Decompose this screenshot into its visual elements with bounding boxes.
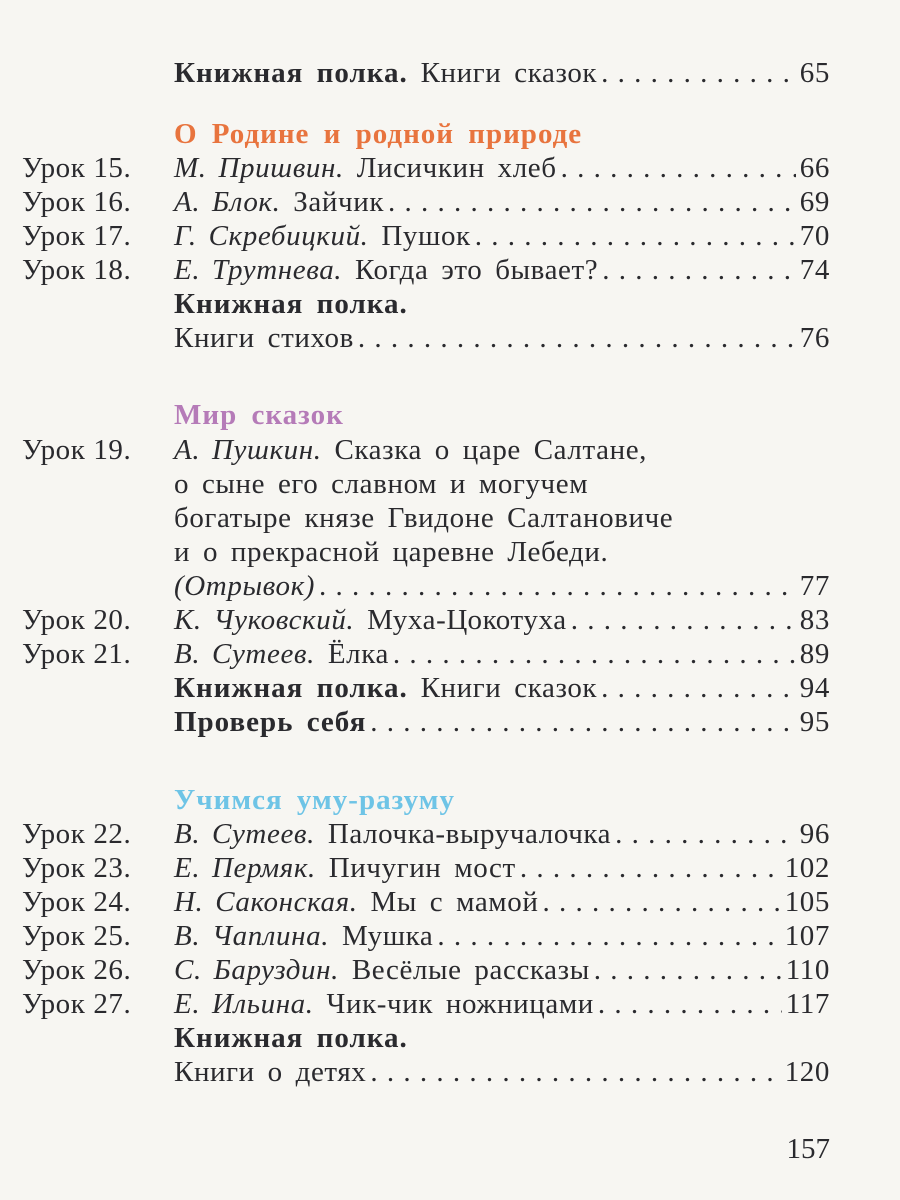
entry-page: 107 [784, 920, 830, 952]
entry-title: Пичугин мост [328, 852, 516, 884]
lesson-number: Урок 20. [22, 604, 132, 636]
entry-title: Ёлка [327, 638, 389, 670]
entry-page: 65 [799, 57, 830, 89]
leader-dots [571, 603, 796, 637]
entry-author: С. Баруздин. [174, 954, 339, 986]
toc-entry-top-shelf [22, 56, 830, 90]
entry-title: Книги сказок [420, 57, 598, 89]
entry-title-line: (Отрывок) [174, 570, 316, 602]
entry-page: 96 [799, 818, 830, 850]
toc-entry-continuation [22, 467, 830, 501]
leader-dots [602, 253, 796, 287]
entry-title-line: Сказка о царе Салтане, [334, 434, 648, 466]
entry-page: 110 [785, 954, 830, 986]
entry-title: Лисичкин хлеб [356, 152, 557, 184]
entry-page: 102 [784, 852, 830, 884]
toc-entry [22, 637, 830, 671]
leader-dots [358, 321, 796, 355]
shelf-label: Книжная полка. [174, 1022, 408, 1054]
leader-dots [475, 219, 796, 253]
entry-page: 69 [799, 186, 830, 218]
shelf-label: Книжная полка. [174, 57, 408, 89]
toc-entry-check [22, 705, 830, 739]
entry-title: Муха-Цокотуха [367, 604, 567, 636]
leader-dots [319, 569, 796, 603]
toc-entry-multiline [22, 433, 830, 467]
lesson-number: Урок 21. [22, 638, 132, 670]
entry-author: К. Чуковский. [174, 604, 355, 636]
check-yourself-label: Проверь себя [174, 706, 367, 738]
toc-entry-continuation [22, 569, 830, 603]
entry-title: Зайчик [293, 186, 385, 218]
toc-entry [22, 185, 830, 219]
lesson-number: Урок 26. [22, 954, 132, 986]
leader-dots [594, 953, 782, 987]
entry-author: Е. Трутнева. [174, 254, 343, 286]
toc-entry [22, 603, 830, 637]
shelf-label: Книжная полка. [174, 288, 408, 320]
toc-entry [22, 253, 830, 287]
entry-page: 117 [785, 988, 830, 1020]
section-heading-wisdom: Учимся уму-разуму [174, 784, 455, 816]
entry-author: Г. Скребицкий. [174, 220, 369, 252]
shelf-label: Книжная полка. [174, 672, 408, 704]
lesson-number: Урок 17. [22, 220, 132, 252]
toc-entry [22, 919, 830, 953]
toc-entry-shelf [22, 321, 830, 355]
toc-entry [22, 219, 830, 253]
entry-page: 83 [799, 604, 830, 636]
toc-entry-continuation [22, 501, 830, 535]
leader-dots [393, 637, 796, 671]
toc-entry [22, 987, 830, 1021]
entry-title: Книги о детях [174, 1056, 367, 1088]
entry-author: Е. Ильина. [174, 988, 314, 1020]
entry-title: Пушок [381, 220, 471, 252]
entry-title: Чик-чик ножницами [326, 988, 594, 1020]
leader-dots [561, 151, 796, 185]
leader-dots [520, 851, 781, 885]
entry-page: 89 [799, 638, 830, 670]
toc-entry [22, 851, 830, 885]
shelf-heading [22, 287, 830, 321]
lesson-number: Урок 15. [22, 152, 132, 184]
entry-page: 120 [784, 1056, 830, 1088]
toc-entry [22, 817, 830, 851]
entry-page: 105 [784, 886, 830, 918]
shelf-heading [22, 1021, 830, 1055]
entry-page: 77 [799, 570, 830, 602]
lesson-number: Урок 27. [22, 988, 132, 1020]
entry-title: Когда это бывает? [355, 254, 599, 286]
entry-title: Весёлые рассказы [351, 954, 590, 986]
entry-author: Е. Пермяк. [174, 852, 316, 884]
lesson-number: Урок 19. [22, 434, 132, 466]
lesson-number: Урок 24. [22, 886, 132, 918]
toc-entry [22, 953, 830, 987]
toc-entry [22, 151, 830, 185]
entry-author: А. Блок. [174, 186, 281, 218]
lesson-number: Урок 16. [22, 186, 132, 218]
leader-dots [598, 987, 782, 1021]
entry-author: А. Пушкин. [174, 434, 322, 466]
leader-dots [615, 817, 796, 851]
entry-author: М. Пришвин. [174, 152, 344, 184]
entry-title-line: богатыре князе Гвидоне Салтановиче [174, 502, 674, 534]
toc-entry-shelf [22, 671, 830, 705]
entry-page: 74 [799, 254, 830, 286]
entry-author: Н. Саконская. [174, 886, 358, 918]
lesson-number: Урок 18. [22, 254, 132, 286]
entry-title: Книги стихов [174, 322, 354, 354]
entry-title-line: о сыне его славном и могучем [174, 468, 589, 500]
lesson-number: Урок 23. [22, 852, 132, 884]
page-number: 157 [786, 1133, 830, 1165]
entry-title-line: и о прекрасной царевне Лебеди. [174, 536, 609, 568]
entry-title: Книги сказок [420, 672, 598, 704]
leader-dots [601, 56, 796, 90]
lesson-number: Урок 22. [22, 818, 132, 850]
leader-dots [370, 705, 796, 739]
entry-title: Палочка-выручалочка [327, 818, 612, 850]
toc-entry-continuation [22, 535, 830, 569]
entry-page: 66 [799, 152, 830, 184]
section-heading-motherland: О Родине и родной природе [174, 118, 583, 150]
leader-dots [437, 919, 780, 953]
leader-dots [542, 885, 780, 919]
leader-dots [601, 671, 796, 705]
entry-author: В. Чаплина. [174, 920, 330, 952]
entry-title: Мы с мамой [370, 886, 539, 918]
toc-entry [22, 885, 830, 919]
entry-author: В. Сутеев. [174, 818, 315, 850]
entry-page: 76 [799, 322, 830, 354]
entry-page: 95 [799, 706, 830, 738]
lesson-number: Урок 25. [22, 920, 132, 952]
entry-author: В. Сутеев. [174, 638, 315, 670]
leader-dots [370, 1055, 780, 1089]
section-heading-fairy-tales: Мир сказок [174, 399, 344, 431]
entry-page: 70 [799, 220, 830, 252]
entry-title: Мушка [341, 920, 434, 952]
leader-dots [388, 185, 796, 219]
toc-entry-shelf [22, 1055, 830, 1089]
entry-page: 94 [799, 672, 830, 704]
